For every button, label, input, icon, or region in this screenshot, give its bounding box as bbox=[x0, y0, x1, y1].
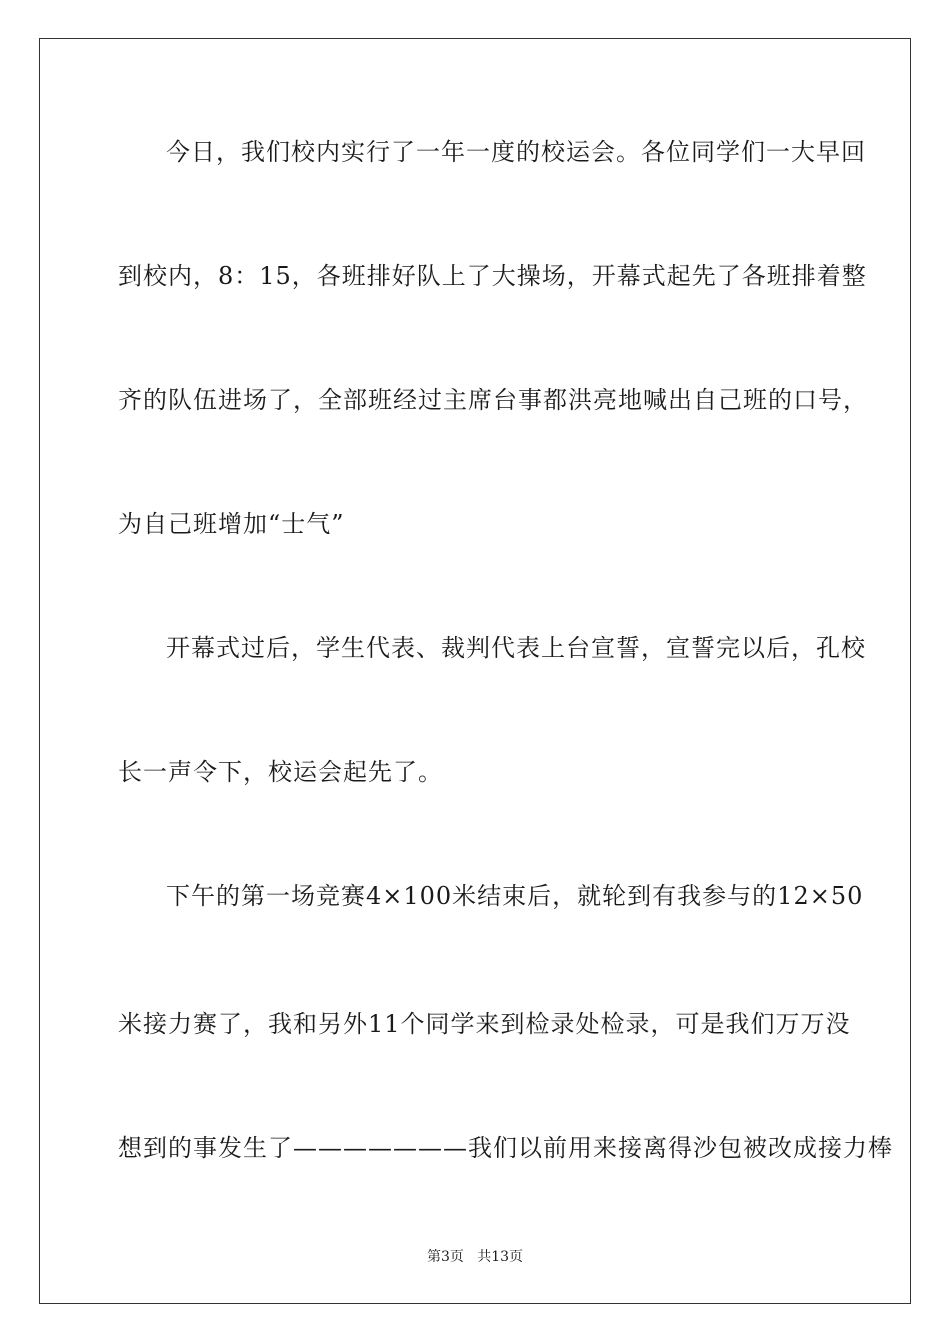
paragraph-2-line-2: 长一声令下，校运会起先了。 bbox=[118, 758, 443, 786]
paragraph-3-line-3: 想到的事发生了———————我们以前用来接离得沙包被改成接力棒 bbox=[118, 1134, 893, 1162]
paragraph-1-line-4: 为自己班增加“士气” bbox=[118, 510, 345, 538]
page-border bbox=[39, 38, 911, 1304]
paragraph-1-line-1: 今日，我们校内实行了一年一度的校运会。各位同学们一大早回 bbox=[166, 138, 866, 166]
page-number-footer: 第3页 共13页 bbox=[426, 1249, 524, 1265]
paragraph-3-line-1: 下午的第一场竞赛4×100米结束后，就轮到有我参与的12×50 bbox=[166, 882, 864, 910]
paragraph-1-line-2: 到校内，8：15，各班排好队上了大操场，开幕式起先了各班排着整 bbox=[118, 262, 867, 290]
paragraph-2-line-1: 开幕式过后，学生代表、裁判代表上台宣誓，宣誓完以后，孔校 bbox=[166, 634, 866, 662]
paragraph-1-line-3: 齐的队伍进场了，全部班经过主席台事都洪亮地喊出自己班的口号， bbox=[118, 386, 868, 414]
paragraph-3-line-2: 米接力赛了，我和另外11个同学来到检录处检录，可是我们万万没 bbox=[118, 1010, 851, 1038]
